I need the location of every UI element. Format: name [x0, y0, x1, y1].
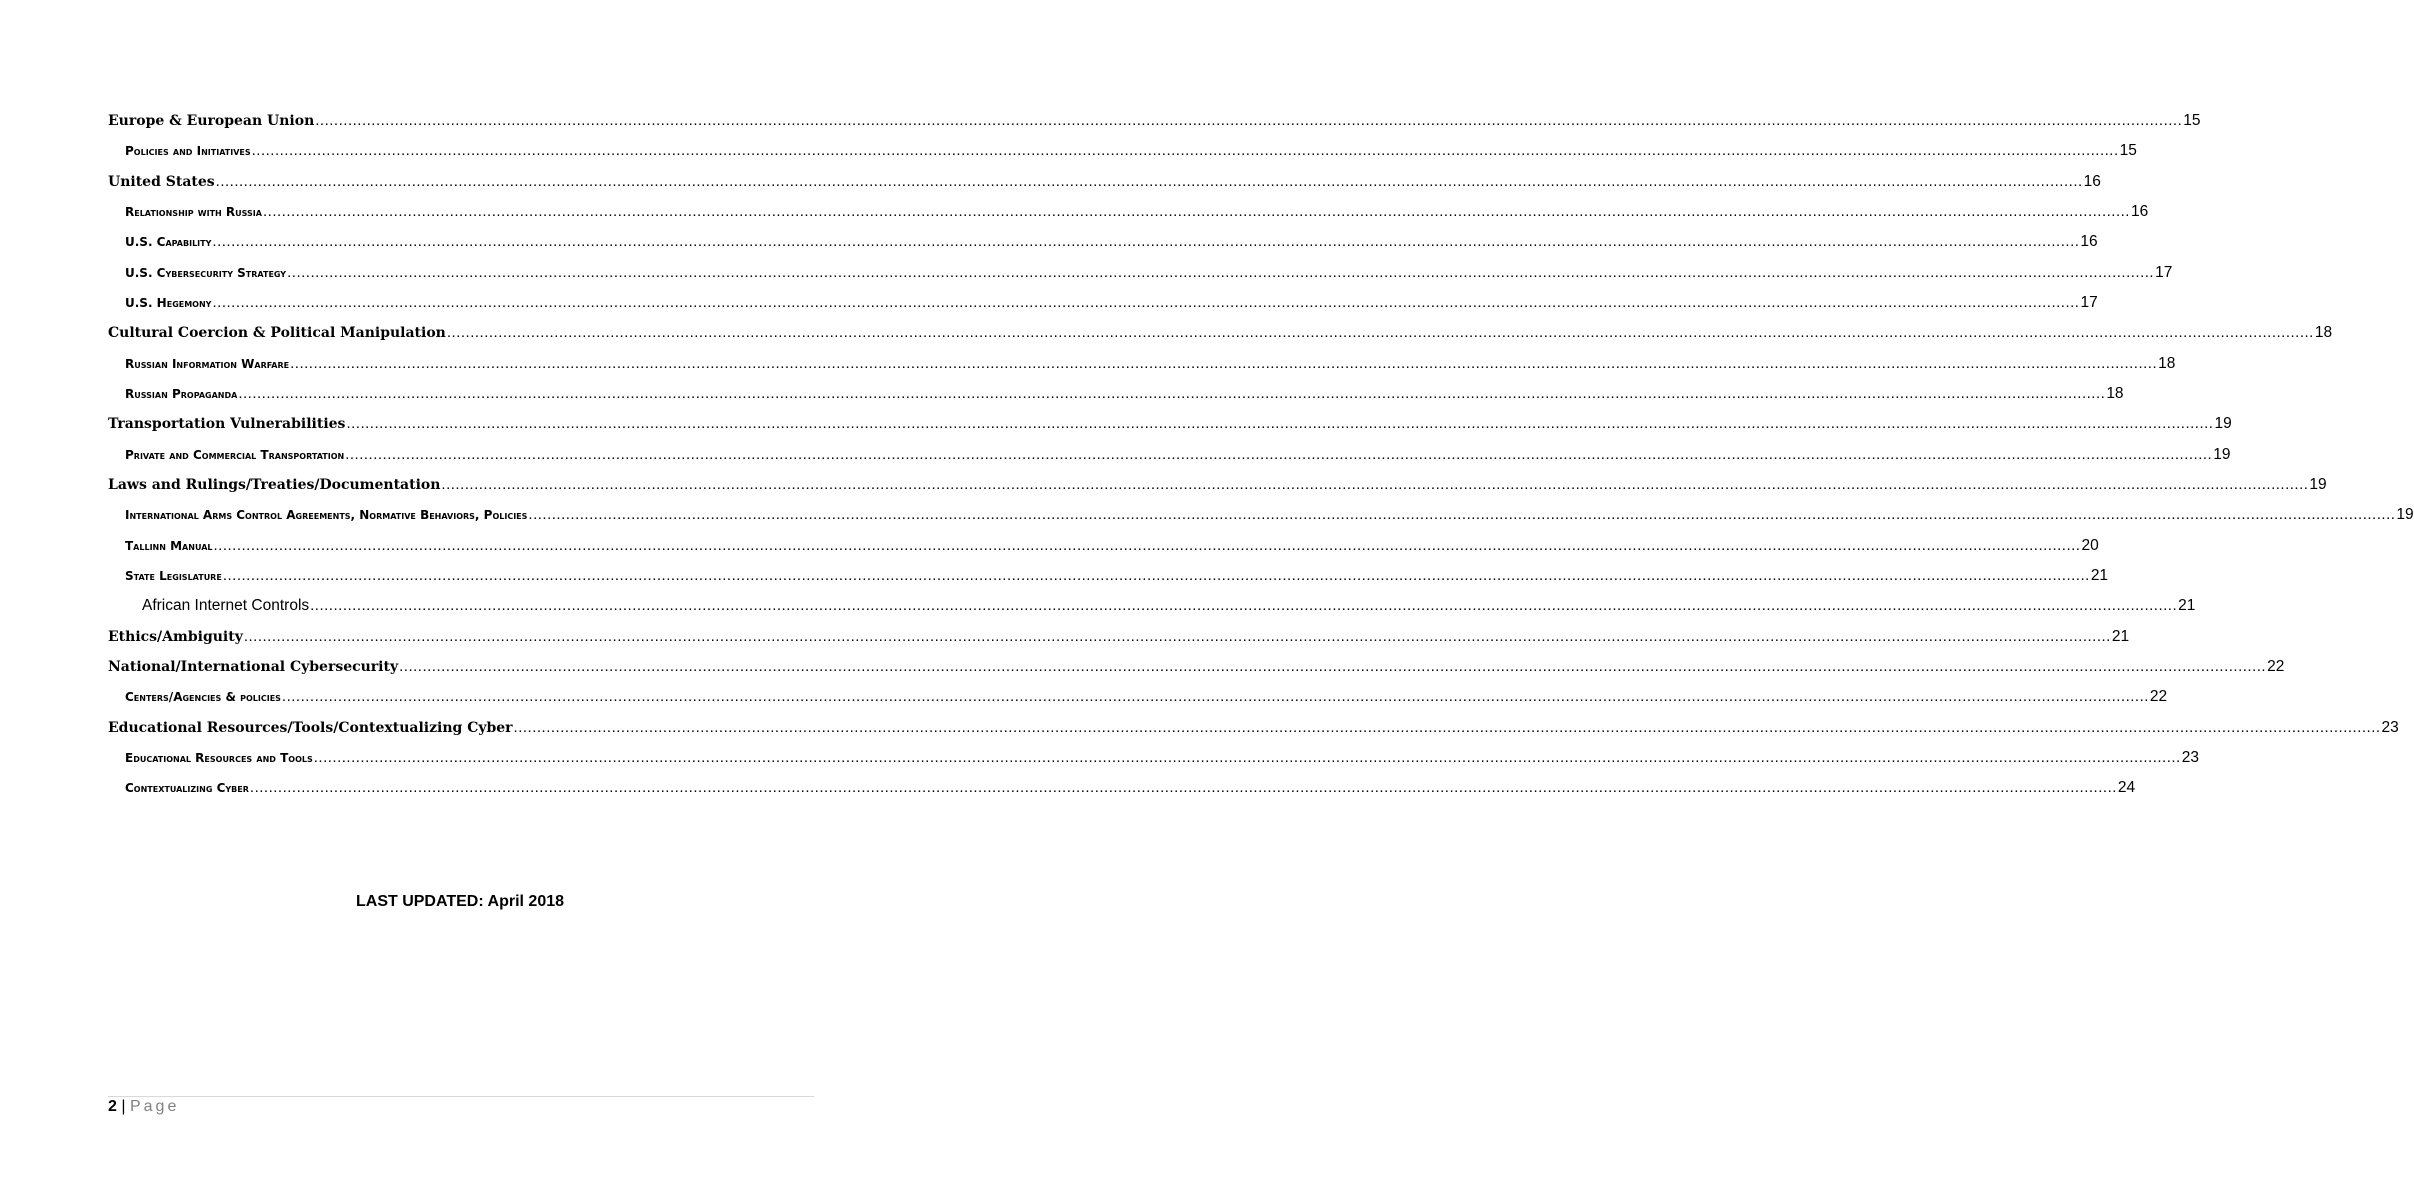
toc-entry-title: State Legislature — [125, 568, 222, 583]
toc-entry-title: International Arms Control Agreements, Normative Behaviors, Policies — [125, 508, 528, 523]
toc-dot-leader: ................................................................................................................................................................................................................................................................................................................................................................................................................ — [212, 233, 2080, 251]
toc-dot-leader: ................................................................................................................................................................................................................................................................................................................................................................................................................ — [528, 506, 2396, 524]
toc-entry[interactable] — [108, 713, 2399, 743]
toc-entry[interactable] — [108, 470, 2327, 500]
toc-entry[interactable] — [108, 167, 2101, 197]
toc-entry-title: Tallinn Manual — [125, 538, 213, 553]
toc-entry-title: Russian Propaganda — [125, 386, 238, 401]
toc-dot-leader: ................................................................................................................................................................................................................................................................................................................................................................................................................ — [262, 202, 2130, 220]
toc-entry-page: 16 — [2080, 233, 2098, 251]
toc-entry-title: Relationship with Russia — [125, 204, 262, 219]
toc-dot-leader: ................................................................................................................................................................................................................................................................................................................................................................................................................ — [213, 536, 2081, 554]
toc-entry[interactable] — [108, 652, 2285, 682]
toc-entry-title: Educational Resources/Tools/Contextualizing Cyber — [108, 719, 513, 736]
toc-entry-page: 18 — [2158, 354, 2176, 372]
toc-entry-page: 19 — [2396, 506, 2414, 524]
toc-dot-leader: ................................................................................................................................................................................................................................................................................................................................................................................................................ — [281, 688, 2149, 706]
toc-dot-leader: ................................................................................................................................................................................................................................................................................................................................................................................................................ — [345, 445, 2213, 463]
table-of-contents — [108, 106, 2414, 804]
footer-divider — [108, 1096, 814, 1097]
toc-entry[interactable] — [108, 440, 2231, 470]
footer-separator: | — [121, 1098, 126, 1115]
toc-entry-page: 22 — [2267, 657, 2285, 675]
toc-entry-title: African Internet Controls — [142, 597, 310, 615]
toc-entry-title: Russian Information Warfare — [125, 356, 290, 371]
toc-entry-title: United States — [108, 173, 215, 190]
toc-dot-leader: ................................................................................................................................................................................................................................................................................................................................................................................................................ — [238, 384, 2106, 402]
toc-entry-page: 21 — [2111, 627, 2130, 645]
toc-entry-page: 19 — [2309, 475, 2327, 493]
toc-entry[interactable] — [108, 349, 2176, 379]
toc-entry[interactable] — [108, 682, 2168, 712]
toc-entry-title: Private and Commercial Transportation — [125, 447, 345, 462]
toc-dot-leader: ................................................................................................................................................................................................................................................................................................................................................................................................................ — [287, 263, 2155, 281]
toc-entry-page: 24 — [2117, 779, 2136, 797]
toc-entry-page: 16 — [2130, 202, 2149, 220]
toc-entry-title: Laws and Rulings/Treaties/Documentation — [108, 476, 441, 493]
toc-entry[interactable] — [108, 227, 2098, 257]
last-updated-note: LAST UPDATED: April 2018 — [355, 893, 565, 910]
toc-entry-page: 20 — [2081, 536, 2099, 554]
toc-dot-leader: ................................................................................................................................................................................................................................................................................................................................................................................................................ — [313, 748, 2181, 766]
toc-entry-title: Ethics/Ambiguity — [108, 628, 243, 645]
toc-dot-leader: ................................................................................................................................................................................................................................................................................................................................................................................................................ — [315, 112, 2183, 129]
toc-entry[interactable] — [108, 258, 2173, 288]
toc-entry-page: 18 — [2314, 324, 2333, 342]
toc-dot-leader: ................................................................................................................................................................................................................................................................................................................................................................................................................ — [310, 597, 2178, 615]
toc-entry-title: Centers/Agencies & policies — [125, 690, 281, 705]
toc-entry[interactable] — [108, 773, 2136, 803]
toc-entry-title: National/International Cybersecurity — [108, 658, 399, 675]
toc-entry[interactable] — [108, 106, 2201, 136]
toc-entry[interactable] — [108, 500, 2414, 530]
toc-entry-page: 21 — [2178, 597, 2196, 615]
toc-dot-leader: ................................................................................................................................................................................................................................................................................................................................................................................................................ — [441, 475, 2309, 493]
toc-dot-leader: ................................................................................................................................................................................................................................................................................................................................................................................................................ — [513, 718, 2381, 736]
toc-entry[interactable] — [108, 531, 2099, 561]
toc-entry-page: 17 — [2080, 293, 2098, 311]
toc-entry[interactable] — [108, 197, 2149, 227]
toc-dot-leader: ................................................................................................................................................................................................................................................................................................................................................................................................................ — [212, 293, 2080, 311]
toc-entry-title: Contextualizing Cyber — [125, 781, 249, 796]
toc-entry-title: Cultural Coercion & Political Manipulation — [108, 325, 446, 342]
page-label: Page — [129, 1098, 180, 1115]
toc-entry[interactable] — [108, 743, 2199, 773]
toc-dot-leader: ................................................................................................................................................................................................................................................................................................................................................................................................................ — [446, 324, 2314, 342]
toc-entry-page: 15 — [2119, 142, 2137, 160]
toc-entry-title: U.S. Capability — [125, 235, 212, 250]
toc-dot-leader: ................................................................................................................................................................................................................................................................................................................................................................................................................ — [222, 566, 2090, 584]
page-number: 2 — [108, 1098, 117, 1115]
toc-entry[interactable] — [108, 591, 2196, 621]
toc-dot-leader: ................................................................................................................................................................................................................................................................................................................................................................................................................ — [243, 627, 2111, 645]
toc-entry-title: Policies and Initiatives — [125, 144, 251, 159]
toc-entry-title: Europe & European Union — [108, 113, 315, 129]
toc-dot-leader: ................................................................................................................................................................................................................................................................................................................................................................................................................ — [215, 172, 2083, 190]
toc-dot-leader: ................................................................................................................................................................................................................................................................................................................................................................................................................ — [346, 415, 2214, 433]
toc-entry-title: U.S. Hegemony — [125, 295, 212, 310]
toc-entry[interactable] — [108, 318, 2333, 348]
toc-entry[interactable] — [108, 379, 2124, 409]
toc-entry-page: 19 — [2214, 415, 2232, 433]
toc-entry-page: 21 — [2090, 566, 2109, 584]
toc-entry-title: U.S. Cybersecurity Strategy — [125, 265, 287, 280]
toc-dot-leader: ................................................................................................................................................................................................................................................................................................................................................................................................................ — [251, 142, 2119, 160]
toc-entry-title: Educational Resources and Tools — [125, 750, 313, 765]
toc-entry[interactable] — [108, 136, 2137, 166]
toc-entry-page: 22 — [2149, 688, 2168, 706]
toc-entry-title: Transportation Vulnerabilities — [108, 416, 346, 433]
toc-dot-leader: ................................................................................................................................................................................................................................................................................................................................................................................................................ — [399, 657, 2267, 675]
toc-entry-page: 23 — [2381, 718, 2399, 736]
toc-entry[interactable] — [108, 561, 2109, 591]
toc-entry-page: 15 — [2183, 112, 2201, 129]
toc-entry[interactable] — [108, 409, 2232, 439]
toc-entry[interactable] — [108, 622, 2130, 652]
toc-entry-page: 18 — [2106, 384, 2124, 402]
toc-entry-page: 19 — [2213, 445, 2231, 463]
toc-entry[interactable] — [108, 288, 2098, 318]
toc-entry-page: 16 — [2083, 172, 2101, 190]
toc-dot-leader: ................................................................................................................................................................................................................................................................................................................................................................................................................ — [249, 779, 2117, 797]
page-footer — [108, 1098, 179, 1116]
toc-entry-page: 17 — [2155, 263, 2173, 281]
toc-dot-leader: ................................................................................................................................................................................................................................................................................................................................................................................................................ — [290, 354, 2158, 372]
toc-entry-page: 23 — [2181, 748, 2199, 766]
